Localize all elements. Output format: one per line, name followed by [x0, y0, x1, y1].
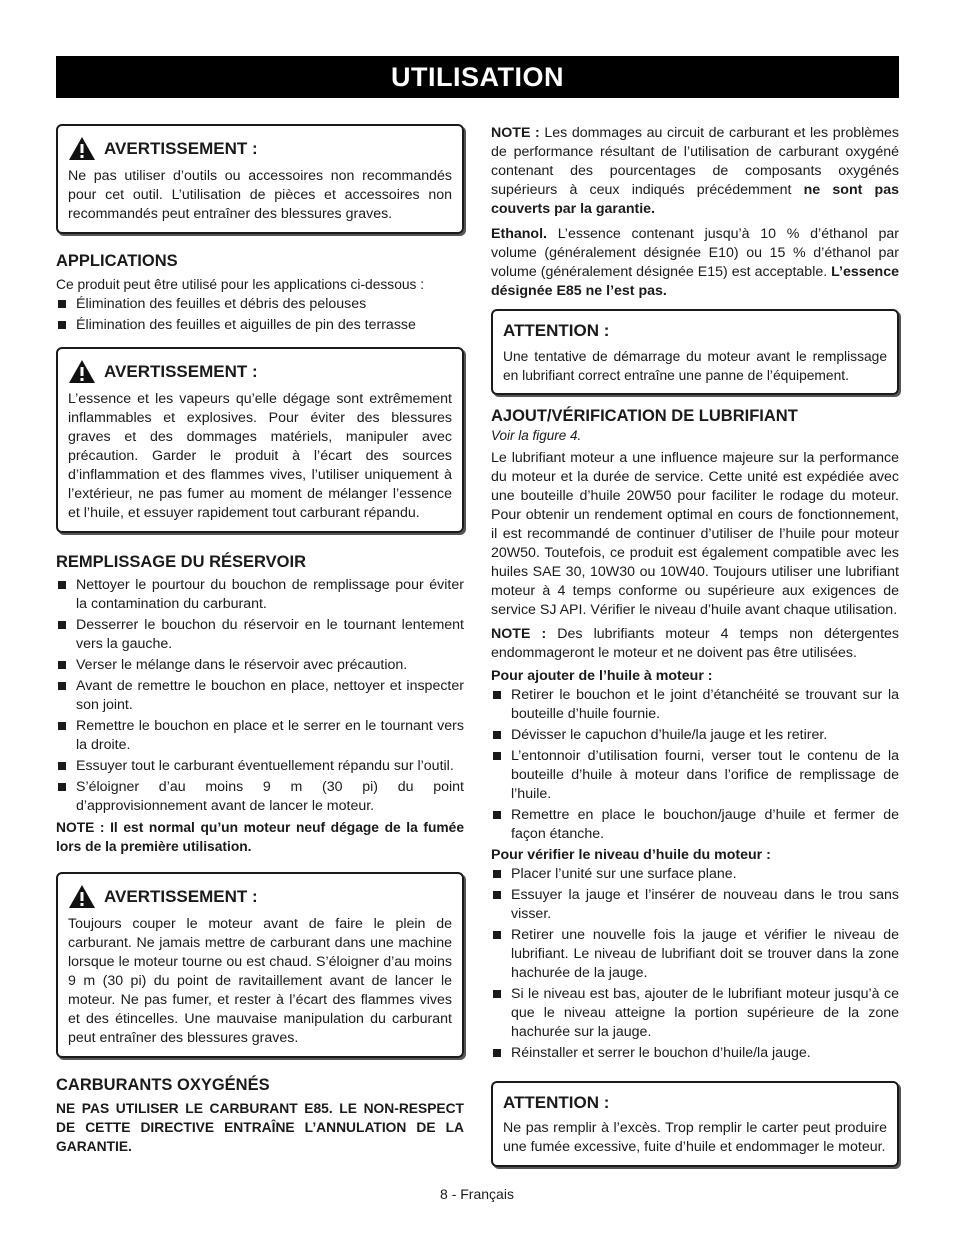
- warning-box-accessories: [56, 124, 464, 234]
- list-item: S’éloigner d’au moins 9 m (30 pi) du point d’approvisionnement avant de lancer le moteur.: [56, 778, 464, 816]
- list-item: Élimination des feuilles et aiguilles de pin des terrasse: [56, 316, 464, 335]
- figure-reference: Voir la figure 4.: [491, 428, 582, 443]
- left-column: [56, 124, 464, 1156]
- note-text: Les dommages au circuit de carburant et les problèmes de performance résultant de l’utilisation de carburant oxygéné contenant des pourcentages de composants oxygénés supérieurs à ceux indiqués précédemment: [491, 125, 900, 198]
- section-heading-applications: APPLICATIONS: [56, 252, 178, 270]
- attention-title: ATTENTION :: [503, 321, 610, 340]
- add-oil-list: [491, 686, 899, 844]
- ethanol-text: L’essence contenant jusqu’à 10 % d’éthanol par volume (généralement désignée E10) ou 15 % d’éthanol par volume (généralement désignée E15) est acceptable.: [491, 226, 899, 280]
- ethanol-label: Ethanol.: [491, 226, 547, 242]
- attention-text: Ne pas remplir à l’excès. Trop remplir le carter peut produire une fumée excessive, fuite d’huile et endommager le moteur.: [503, 1120, 887, 1155]
- warning-title: AVERTISSEMENT :: [104, 138, 258, 158]
- warning-triangle-icon: [68, 884, 96, 909]
- warning-text: Toujours couper le moteur avant de faire le plein de carburant. Ne jamais mettre de carburant dans une machine lorsque le moteur tourne ou est chaud. S’éloigner d’au moins 9 m (30 pi) du point de ravitaillement avant de lancer le moteur. Ne pas fumer, et rester à l’écart des flammes vives et des étincelles. Une mauvaise manipulation du carburant peut entraîner des blessures graves.: [68, 916, 452, 1046]
- ethanol-paragraph: [491, 225, 899, 301]
- note-label: NOTE :: [491, 125, 540, 141]
- list-item: Dévisser le capuchon d’huile/la jauge et les retirer.: [491, 726, 899, 745]
- lubricant-note: [491, 625, 899, 663]
- attention-box-overfill: [491, 1081, 899, 1167]
- warning-box-fuel: [56, 347, 464, 533]
- add-oil-heading: Pour ajouter de l’huile à moteur :: [491, 668, 713, 684]
- attention-box-startup: [491, 309, 899, 395]
- note-text: Des lubrifiants moteur 4 temps non détergentes endommageront le moteur et ne doivent pas être utilisées.: [491, 626, 899, 661]
- list-item: L’entonnoir d’utilisation fourni, verser tout le contenu de la bouteille d’huile à moteur dans l’orifice de remplissage de l’huile.: [491, 747, 899, 804]
- refill-note: NOTE : Il est normal qu’un moteur neuf dégage de la fumée lors de la première utilisation.: [56, 820, 464, 854]
- page-title: UTILISATION: [56, 56, 899, 98]
- note-label: NOTE :: [491, 626, 547, 642]
- warning-title: AVERTISSEMENT :: [104, 361, 258, 381]
- attention-text: Une tentative de démarrage du moteur avant le remplissage en lubrifiant correct entraîne une panne de l’équipement.: [503, 349, 887, 383]
- attention-title: ATTENTION :: [503, 1093, 610, 1112]
- applications-list: [56, 295, 464, 335]
- oxygenated-text: NE PAS UTILISER LE CARBURANT E85. LE NON-RESPECT DE CETTE DIRECTIVE ENTRAÎNE L’ANNULATION DE LA GARANTIE.: [56, 1101, 464, 1154]
- list-item: Essuyer tout le carburant éventuellement répandu sur l’outil.: [56, 757, 464, 776]
- check-oil-list: [491, 865, 899, 1063]
- section-heading-oxygenated: CARBURANTS OXYGÉNÉS: [56, 1076, 270, 1094]
- list-item: Verser le mélange dans le réservoir avec précaution.: [56, 656, 464, 675]
- warning-text: Ne pas utiliser d’outils ou accessoires non recommandés pour cet outil. L’utilisation de pièces et accessoires non recommandés peut entraîner des blessures graves.: [68, 168, 452, 222]
- list-item: Remettre en place le bouchon/jauge d’huile et fermer de façon étanche.: [491, 806, 899, 844]
- note-oxygenated: [491, 124, 899, 219]
- page-number: 8 - Français: [440, 1186, 514, 1202]
- list-item: Nettoyer le pourtour du bouchon de remplissage pour éviter la contamination du carburant.: [56, 576, 464, 614]
- list-item: Avant de remettre le bouchon en place, nettoyer et inspecter son joint.: [56, 677, 464, 715]
- ethanol-bold-end: L’essence désignée E85 ne l’est pas.: [491, 264, 899, 299]
- list-item: Réinstaller et serrer le bouchon d’huile/la jauge.: [491, 1044, 899, 1063]
- applications-intro: Ce produit peut être utilisé pour les applications ci-dessous :: [56, 277, 425, 292]
- list-item: Retirer le bouchon et le joint d’étanchéité se trouvant sur la bouteille d’huile fournie.: [491, 686, 899, 724]
- right-column: [491, 124, 899, 1167]
- note-bold-end: ne sont pas couverts par la garantie.: [491, 182, 899, 217]
- warning-box-refueling: [56, 872, 464, 1058]
- list-item: Placer l’unité sur une surface plane.: [491, 865, 899, 884]
- lubricant-text: Le lubrifiant moteur a une influence majeure sur la performance du moteur et la durée de service. Cette unité est expédiée avec une bouteille d’huile 20W50 pour faciliter le rodage du moteur. Pour obtenir un rendement optimal en cours de fonctionnement, il est recommandé de continuer d’utiliser de l’huile pour moteur 20W50. Toutefois, ce produit est également compatible avec les huiles SAE 30, 10W30 ou 10W40. Toujours utiliser une lubrifiant moteur à 4 temps conforme ou supérieure aux exigences de service SJ API. Vérifier le niveau d’huile avant chaque utilisation.: [491, 450, 899, 618]
- list-item: Retirer une nouvelle fois la jauge et vérifier le niveau de lubrifiant. Le niveau de lubrifiant doit se trouver dans la zone hachurée de la jauge.: [491, 926, 899, 983]
- list-item: Desserrer le bouchon du réservoir en le tournant lentement vers la gauche.: [56, 616, 464, 654]
- list-item: Élimination des feuilles et débris des pelouses: [56, 295, 464, 314]
- list-item: Si le niveau est bas, ajouter de le lubrifiant moteur jusqu’à ce que le niveau atteigne la portion supérieure de la zone hachurée sur la jauge.: [491, 985, 899, 1042]
- warning-text: L’essence et les vapeurs qu’elle dégage sont extrêmement inflammables et explosives. Pour éviter des blessures graves et des dommages matériels, manipuler avec précaution. Garder le produit à l’écart des sources d’inflammation et des flammes vives, l’utiliser uniquement à l’extérieur, ne pas fumer au moment de mélanger l’essence et l’huile, et essuyer rapidement tout carburant répandu.: [68, 391, 452, 521]
- check-oil-heading: Pour vérifier le niveau d’huile du moteur :: [491, 847, 771, 863]
- refill-list: [56, 576, 464, 816]
- warning-title: AVERTISSEMENT :: [104, 886, 258, 906]
- section-heading-lubricant: AJOUT/VÉRIFICATION DE LUBRIFIANT: [491, 407, 798, 425]
- warning-triangle-icon: [68, 359, 96, 384]
- section-heading-refill: REMPLISSAGE DU RÉSERVOIR: [56, 553, 306, 571]
- list-item: Remettre le bouchon en place et le serrer en le tournant vers la droite.: [56, 717, 464, 755]
- list-item: Essuyer la jauge et l’insérer de nouveau dans le trou sans visser.: [491, 886, 899, 924]
- warning-triangle-icon: [68, 136, 96, 161]
